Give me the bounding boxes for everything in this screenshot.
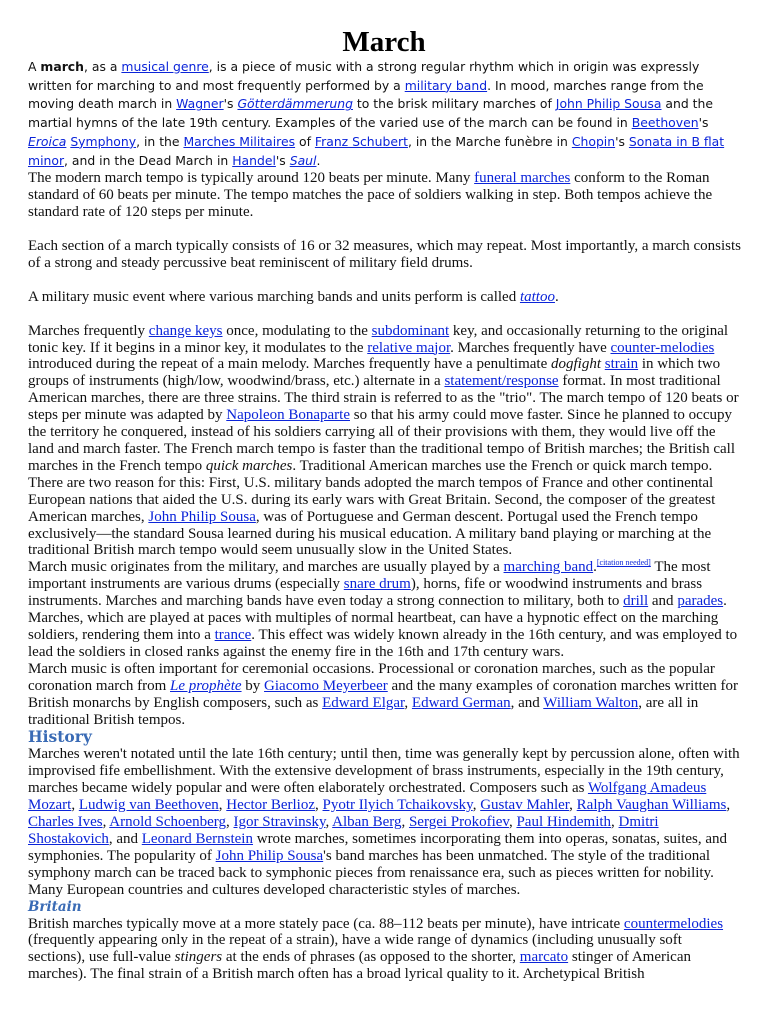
link-gustav-mahler[interactable]: Gustav Mahler (480, 797, 570, 814)
text-run: , (218, 797, 227, 814)
link-igor-stravinsky[interactable]: Igor Stravinsky (233, 814, 326, 831)
text-run: Marches frequently (28, 322, 149, 339)
text-run: format. In most traditional American marches, there are three strains. The third strain is referred to as the "trio". The march tempo of 120 beats or steps per minute was adapted by (28, 373, 739, 424)
text-run: , are all in traditional British tempos. (28, 694, 699, 728)
link-napoleon-bonaparte[interactable]: Napoleon Bonaparte (226, 407, 350, 424)
text-run: The most important instruments are various drums (especially (28, 559, 711, 593)
text-run: , (325, 814, 333, 831)
link-le-prophete[interactable]: Le prophète (170, 677, 242, 694)
article-body (28, 58, 742, 983)
link-edward-elgar[interactable]: Edward Elgar (322, 694, 405, 711)
text-run: , (71, 797, 79, 814)
text-run: (frequently appearing only in the repeat of a strain), have a wide range of dynamics (including unusually soft sections), use full-value (28, 932, 682, 966)
text-run: wrote marches, sometimes incorporating them into operas, sonatas, suites, and symphonies. The popularity of (28, 830, 728, 864)
text-run: The modern march tempo is typically around 120 beats per minute. Many (28, 170, 475, 187)
link-pyotr-ilyich-tchaikovsky[interactable]: Pyotr Ilyich Tchaikovsky (322, 797, 473, 814)
citation-superscript (597, 558, 651, 567)
link-handel[interactable]: Handel (232, 152, 276, 168)
paragraph (28, 170, 742, 221)
link-wagner[interactable]: Wagner (176, 96, 224, 112)
link-alban-berg[interactable]: Alban Berg (332, 814, 402, 831)
text-run: by (241, 677, 265, 694)
text-run: . (554, 288, 559, 305)
text-run: , (404, 694, 412, 711)
text-run: key, and occasionally returning to the original tonic key. If it begins in a minor key, it modulates to the (28, 322, 729, 356)
text-run: Marches weren't notated until the late 16th century; until then, time was generally kept by percussion alone, often with improvised fife embellishment. With the extensive development of brass instruments, especially in the 19th century, marches became widely popular and were often elaborately orchestrated. Composers such as (28, 746, 740, 797)
link-arnold-schoenberg[interactable]: Arnold Schoenberg (109, 814, 227, 831)
text-run: and the martial hymns of the late 19th century. Examples of the varied use of the march can be found in (28, 96, 714, 131)
text-run: 's (615, 133, 629, 149)
paragraph (28, 746, 742, 881)
link-drill[interactable]: drill (623, 593, 649, 610)
text-run: , as a (83, 59, 122, 74)
paragraph (28, 661, 742, 729)
text-run: March music originates from the military, and marches are usually played by a (28, 559, 504, 576)
section-heading-britain: Britain (28, 898, 82, 915)
paragraph-spacer (28, 221, 742, 238)
link-parades[interactable]: parades (677, 593, 724, 610)
text-run: and the many examples of coronation marches written for British monarchs by English composers, such as (28, 677, 739, 711)
text-run: 's (275, 152, 290, 168)
paragraph (28, 323, 742, 560)
text-run: 's band marches has been unmatched. The style of the traditional symphony march can be traced back to symphonic pieces from renaissance era, such as pieces written for nobility. (28, 847, 714, 881)
text-run: , (315, 797, 323, 814)
text-run: . In mood, marches range from the moving death march in (28, 77, 704, 112)
text-run: , is a piece of music with a strong regular rhythm which in origin was expressly written for marching to and most frequently performed by a (28, 59, 700, 93)
text-run: quick marches (205, 457, 293, 474)
link-sergei-prokofiev[interactable]: Sergei Prokofiev (408, 814, 509, 831)
text-run: . Traditional American marches use the French or quick march tempo. There are two reason for this: First, U.S. military bands adopted the march tempos of France and other continental European nations that aided the U.S. during its early wars with Great Britain. Second, the composer of the greatest American marches, (28, 457, 716, 525)
link-change-keys[interactable]: change keys (148, 322, 223, 339)
text-run: A (28, 59, 41, 74)
link-ralph-vaughan-williams[interactable]: Ralph Vaughan Williams (576, 797, 727, 814)
link-saul[interactable]: Saul (289, 152, 317, 168)
text-run: once, modulating to the (222, 322, 372, 339)
text-run: 's (698, 115, 709, 131)
link-sonata-in-b-flat-minor[interactable]: Sonata in B flat minor (28, 133, 725, 168)
link-strain[interactable]: strain (604, 356, 639, 373)
text-run: Each section of a march typically consists of 16 or 32 measures, which may repeat. Most importantly, a march consists of a strong and steady percussive beat reminiscent of military field drums. (28, 237, 742, 271)
text-run: British marches typically move at a more stately pace (ca. 88–112 beats per minute), have intricate (28, 915, 624, 932)
text-run: , (226, 814, 234, 831)
link-musical-genre[interactable]: musical genre (121, 59, 209, 74)
link-marching-band[interactable]: marching band (503, 559, 594, 576)
text-run: , and in the Dead March in (64, 152, 233, 168)
text-run: stinger of American marches). The final strain of a British march often has a broad lyrical quality to it. Archetypical British (28, 949, 691, 983)
text-run: A military music event where various marching bands and units perform is called (28, 288, 520, 305)
link-hector-berlioz[interactable]: Hector Berlioz (226, 797, 316, 814)
link-paul-hindemith[interactable]: Paul Hindemith (516, 814, 612, 831)
link-funeral-marches[interactable]: funeral marches (474, 170, 571, 187)
link-eroica[interactable]: Eroica (28, 133, 67, 149)
text-run: . Marches, which are played at paces with multiples of normal heartbeat, can have a hypnotic effect on the marching soldiers, rendering them into a (28, 593, 727, 643)
text-run: to the brisk military marches of (352, 96, 556, 112)
text-run: Many European countries and cultures developed characteristic styles of marches. (28, 881, 521, 898)
link-wolfgang-amadeus-mozart[interactable]: Wolfgang Amadeus Mozart (28, 780, 707, 814)
text-run: , (102, 814, 110, 831)
link-john-philip-sousa[interactable]: John Philip Sousa (215, 847, 324, 864)
text-run: in which two groups of instruments (high/low, woodwind/brass, etc.) alternate in a (28, 356, 721, 390)
link-trance[interactable]: trance (214, 626, 252, 643)
text-run: at the ends of phrases (as opposed to the shorter, (222, 949, 520, 966)
page-title: March (342, 26, 426, 58)
text-run: , (569, 797, 577, 814)
link-tattoo[interactable]: tattoo (519, 288, 555, 305)
link-beethoven[interactable]: Beethoven (631, 115, 699, 131)
link-symphony[interactable]: Symphony (70, 133, 137, 149)
paragraph (28, 916, 742, 984)
paragraph-spacer (28, 272, 742, 289)
link-marcato[interactable]: marcato (519, 949, 569, 966)
text-run: conform to the Roman standard of 60 beats per minute. The tempo matches the pace of soldiers walking in step. Both tempos achieve the standard rate of 120 steps per minute. (28, 170, 713, 221)
citation-needed-link[interactable]: [citation needed] (596, 558, 651, 568)
text-run: stingers (174, 949, 223, 966)
link-dmitri-shostakovich[interactable]: Dmitri Shostakovich (28, 814, 659, 847)
link-ludwig-van-beethoven[interactable]: Ludwig van Beethoven (78, 797, 219, 814)
text-run: , (472, 797, 481, 814)
text-run: . (593, 559, 597, 576)
text-run: , (726, 797, 731, 814)
section-heading-history: History (28, 727, 92, 747)
link-john-philip-sousa[interactable]: John Philip Sousa (148, 508, 256, 525)
link-statement-response[interactable]: statement/response (444, 373, 559, 390)
text-run: march (40, 59, 84, 74)
text-run: 's (223, 96, 238, 112)
link-edward-german[interactable]: Edward German (411, 694, 511, 711)
link-leonard-bernstein[interactable]: Leonard Bernstein (141, 830, 253, 847)
text-run: . (316, 152, 321, 168)
paragraph (28, 289, 742, 306)
paragraph (28, 58, 742, 170)
text-run: , in the (136, 133, 184, 149)
link-chopin[interactable]: Chopin (571, 133, 616, 149)
link-william-walton[interactable]: William Walton (543, 694, 639, 711)
text-run: , (401, 814, 409, 831)
link-relative-major[interactable]: relative major (367, 339, 451, 356)
text-run: of (295, 133, 315, 149)
text-run: , was of Portuguese and German descent. Portugal used the French tempo exclusively—the standard Sousa learned during his musical education. A military band playing or marching at the traditional British march tempo would seem unusually slow in the United States. (28, 508, 712, 559)
text-run: ), horns, fife or woodwind instruments and brass instruments. Marches and marching bands have even today a strong connection to military, both to (28, 576, 703, 610)
text-run: and (648, 593, 678, 610)
link-franz-schubert[interactable]: Franz Schubert (314, 133, 408, 149)
paragraph (28, 559, 742, 660)
text-run: , (508, 814, 517, 831)
text-run: , and (510, 694, 544, 711)
paragraph-spacer (28, 306, 742, 323)
text-run: . Marches frequently have (450, 339, 611, 356)
link-giacomo-meyerbeer[interactable]: Giacomo Meyerbeer (264, 677, 388, 694)
text-run: March music is often important for ceremonial occasions. Processional or coronation marches, such as the popular coronation march from (28, 660, 715, 694)
text-run: so that his army could move faster. Since he planned to occupy the territory he conquered, instead of his soldiers carrying all of their provisions with them, they would live off the land and march faster. The French march tempo is faster than the traditional tempo of British marches; the British call marches in the French tempo (28, 407, 736, 474)
paragraph (28, 882, 742, 899)
link-gotterdammerung[interactable]: Götterdämmerung (237, 96, 353, 112)
text-run: . This effect was widely known already in the 16th century, and was employed to lead the soldiers in closed ranks against the enemy fire in the 16th and 17th century wars. (28, 626, 738, 660)
text-run: , in the Marche funèbre in (407, 133, 572, 149)
link-charles-ives[interactable]: Charles Ives (28, 814, 103, 831)
link-subdominant[interactable]: subdominant (371, 322, 450, 339)
text-run: introduced during the repeat of a main melody. Marches frequently have a penultimate (28, 356, 552, 373)
text-run: , (611, 814, 619, 831)
link-military-band[interactable]: military band (404, 77, 488, 93)
link-counter-melodies[interactable]: counter-melodies (610, 339, 715, 356)
text-run: , and (108, 830, 142, 847)
link-marches-militaires[interactable]: Marches Militaires (183, 133, 296, 149)
link-john-philip-sousa[interactable]: John Philip Sousa (555, 96, 662, 112)
link-countermelodies[interactable]: countermelodies (623, 915, 724, 932)
text-run: dogfight (551, 356, 602, 373)
paragraph (28, 238, 742, 272)
link-snare-drum[interactable]: snare drum (343, 576, 411, 593)
